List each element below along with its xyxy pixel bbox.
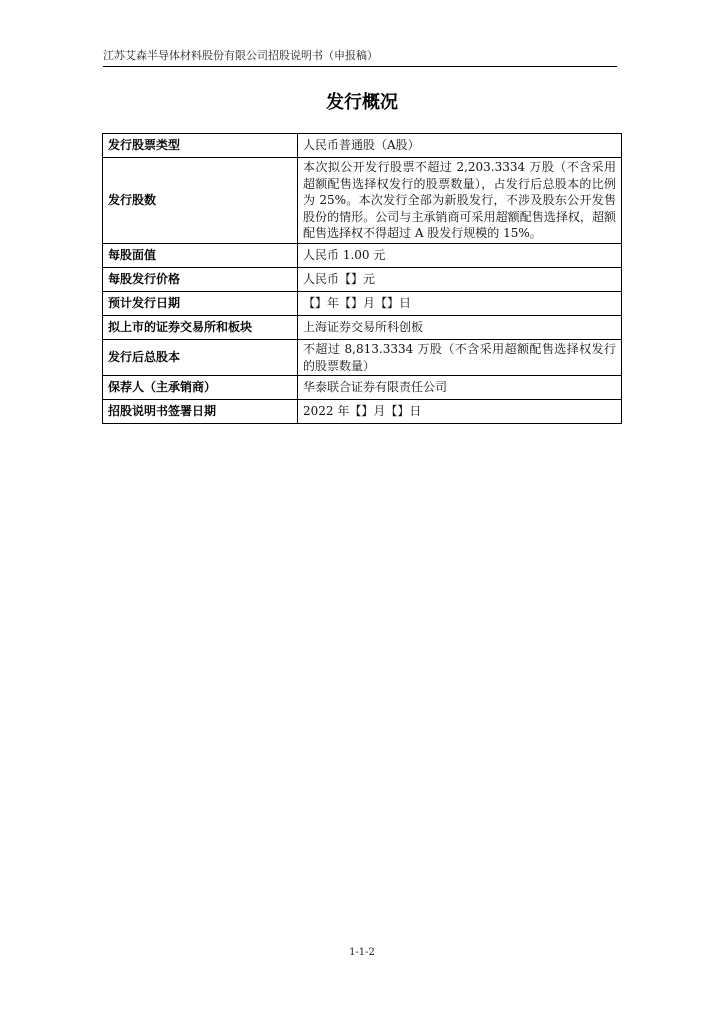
row-value: 【】年【】月【】日: [298, 291, 622, 315]
row-label: 招股说明书签署日期: [103, 400, 298, 424]
header-rule: [103, 66, 617, 67]
row-value: 2022 年【】月【】日: [298, 400, 622, 424]
row-label: 每股面值: [103, 243, 298, 267]
table-row-issue-price: [103, 267, 622, 291]
row-label: 预计发行日期: [103, 291, 298, 315]
row-value: 人民币 1.00 元: [298, 243, 622, 267]
row-label: 发行后总股本: [103, 339, 298, 375]
table-row-stock-type: [103, 134, 622, 158]
page-number: 1-1-2: [349, 947, 375, 958]
table-row-exchange-board: [103, 315, 622, 339]
row-label: 发行股票类型: [103, 134, 298, 158]
table-row-issue-date: [103, 291, 622, 315]
offering-overview-table: [102, 133, 622, 424]
row-label: 发行股数: [103, 158, 298, 244]
table-row-share-count: [103, 158, 622, 244]
row-label: 保荐人（主承销商）: [103, 376, 298, 400]
row-value: 本次拟公开发行股票不超过 2,203.3334 万股（不含采用超额配售选择权发行的股票数量），占发行后总股本的比例为 25%。本次发行全部为新股发行，不涉及股东公开发售股份的情形。公司与主承销商可采用超额配售选择权，超额配售选择权不得超过 A 股发行规模的 15%。: [298, 158, 622, 244]
row-label: 拟上市的证券交易所和板块: [103, 315, 298, 339]
row-value: 人民币普通股（A股）: [298, 134, 622, 158]
row-value: 华泰联合证券有限责任公司: [298, 376, 622, 400]
table-row-signing-date: [103, 400, 622, 424]
row-value: 不超过 8,813.3334 万股（不含采用超额配售选择权发行的股票数量）: [298, 339, 622, 375]
page-title: 发行概况: [326, 92, 398, 113]
table-row-sponsor: [103, 376, 622, 400]
running-header: 江苏艾森半导体材料股份有限公司招股说明书（申报稿）: [103, 49, 378, 62]
table-row-total-shares: [103, 339, 622, 375]
row-value: 人民币【】元: [298, 267, 622, 291]
table-row-par-value: [103, 243, 622, 267]
row-value: 上海证券交易所科创板: [298, 315, 622, 339]
row-label: 每股发行价格: [103, 267, 298, 291]
